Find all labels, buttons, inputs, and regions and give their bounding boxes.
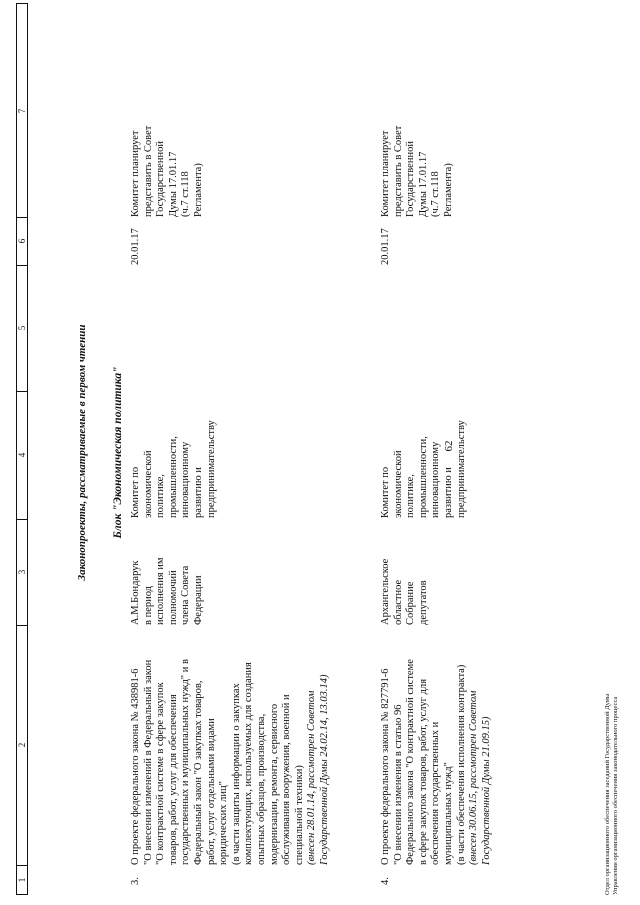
note-line: Регламента) [442,163,454,217]
footer-line: Управления организационного обеспечения законодательного процесса [612,696,619,895]
committee-line: экономической [142,450,154,518]
page-number: 62 [443,440,455,452]
column-header-1: 1 [17,877,27,883]
author-line: областное Собрание [392,579,417,625]
bill-line: О проекте федерального закона № 438981-6 [130,668,141,865]
note-line: Государственной [405,141,417,217]
committee-line: политике, [405,474,417,518]
committee-line: Комитет по [130,466,141,518]
column-header-row [16,3,28,895]
author-line: депутатов [417,580,429,625]
bill-line: "О внесении изменений в Федеральный закон [142,659,154,865]
bill-line: обслуживания вооружения, военной и [281,694,293,865]
committee-line: экономической [392,450,404,518]
bill-line: специальной техники) [293,765,305,865]
review-date: 20.01.17 [380,228,391,265]
committee-line: предпринимательству [455,420,467,518]
author-line: Архангельское [380,558,391,625]
author-line: члена Совета [180,565,192,625]
bill-line: обеспечения государственных и [430,721,442,865]
bill-line: комплектующих, используемых для создания [243,662,255,865]
bill-submission-note: (внесен 28.01.14, рассмотрен Советом [306,690,318,865]
bill-line: государственных и муниципальных нужд" и в [180,659,192,865]
committee-line: промышленности, [167,436,179,518]
column-header-3: 3 [17,519,27,626]
committee-line: предпринимательству [205,420,217,518]
author-line: исполнения им [155,557,167,625]
bill-line: Федерального закона "О контрактной системе [405,659,417,865]
responsible-committee [380,408,468,518]
section-title: Законопроекты, рассматриваемые в первом чтении [76,324,88,581]
row-number: 4. [380,877,391,885]
committee-line: инновационному [180,441,192,518]
bill-line: (в части обеспечения исполнения контракта) [455,664,467,865]
bill-description [130,635,332,865]
bill-submission-note: Государственной Думы 24.02.14, 13.03.14) [318,674,330,865]
bill-line: "О внесении изменения в статью 96 [392,704,404,865]
responsible-committee [130,408,218,518]
bill-line: юридических лиц" [218,781,230,865]
bill-line: (в части защиты информации о закупках [230,683,242,865]
author [380,539,430,625]
note-line: (ч.7 ст.118 [180,171,192,217]
author-line: А.М.Бондарук [130,560,141,625]
bill-line: в сфере закупок товаров, работ, услуг для [417,678,429,865]
bill-line: "О контрактной системе в сфере закупок [155,682,167,865]
column-header-2: 2 [17,625,27,866]
page-footer [604,694,620,895]
column-header-4: 4 [17,391,27,520]
committee-line: Комитет по [380,466,391,518]
committee-note [380,117,456,217]
bill-line: модернизации, ремонта, сервисного [268,703,280,865]
author-line: полномочий [167,570,179,625]
author-line: Федерации [192,575,204,625]
note-line: Комитет планирует [380,130,391,217]
column-header-5: 5 [17,265,27,392]
bill-description [380,635,493,865]
bill-line: муниципальных нужд" [442,762,454,865]
committee-note [130,117,206,217]
note-line: Регламента) [192,163,204,217]
committee-line: развитию и [192,467,204,518]
column-header-7: 7 [17,5,27,218]
bill-submission-note: (внесен 30.06.15, рассмотрен Советом [468,690,480,865]
note-line: Думы 17.01.17 [167,151,179,217]
committee-line: инновационному [430,441,442,518]
block-title: Блок "Экономическая политика" [112,366,124,539]
committee-line: промышленности, [417,436,429,518]
bill-line: опытных образцов, производства, [255,713,267,865]
note-line: Думы 17.01.17 [417,151,429,217]
note-line: (ч.7 ст.118 [430,171,442,217]
bill-submission-note: Государственной Думы 21.09.15) [480,716,492,865]
committee-line: развитию и [442,467,454,518]
committee-line: политике, [155,474,167,518]
bill-line: работ, услуг отдельными видами [205,718,217,865]
bill-line: товаров, работ, услуг для обеспечения [167,694,179,865]
review-date: 20.01.17 [130,228,141,265]
author-line: в период [142,585,154,625]
row-number: 3. [130,877,141,885]
note-line: представить в Совет [142,125,154,217]
note-line: Государственной [155,141,167,217]
bill-line: О проекте федерального закона № 827791-6 [380,668,391,865]
column-header-6: 6 [17,217,27,266]
note-line: представить в Совет [392,125,404,217]
author [130,539,206,625]
footer-line: Отдел организационного обеспечения заседаний Государственной Думы [604,693,611,895]
note-line: Комитет планирует [130,130,141,217]
bill-line: Федеральный закон "О закупках товаров, [192,680,204,865]
